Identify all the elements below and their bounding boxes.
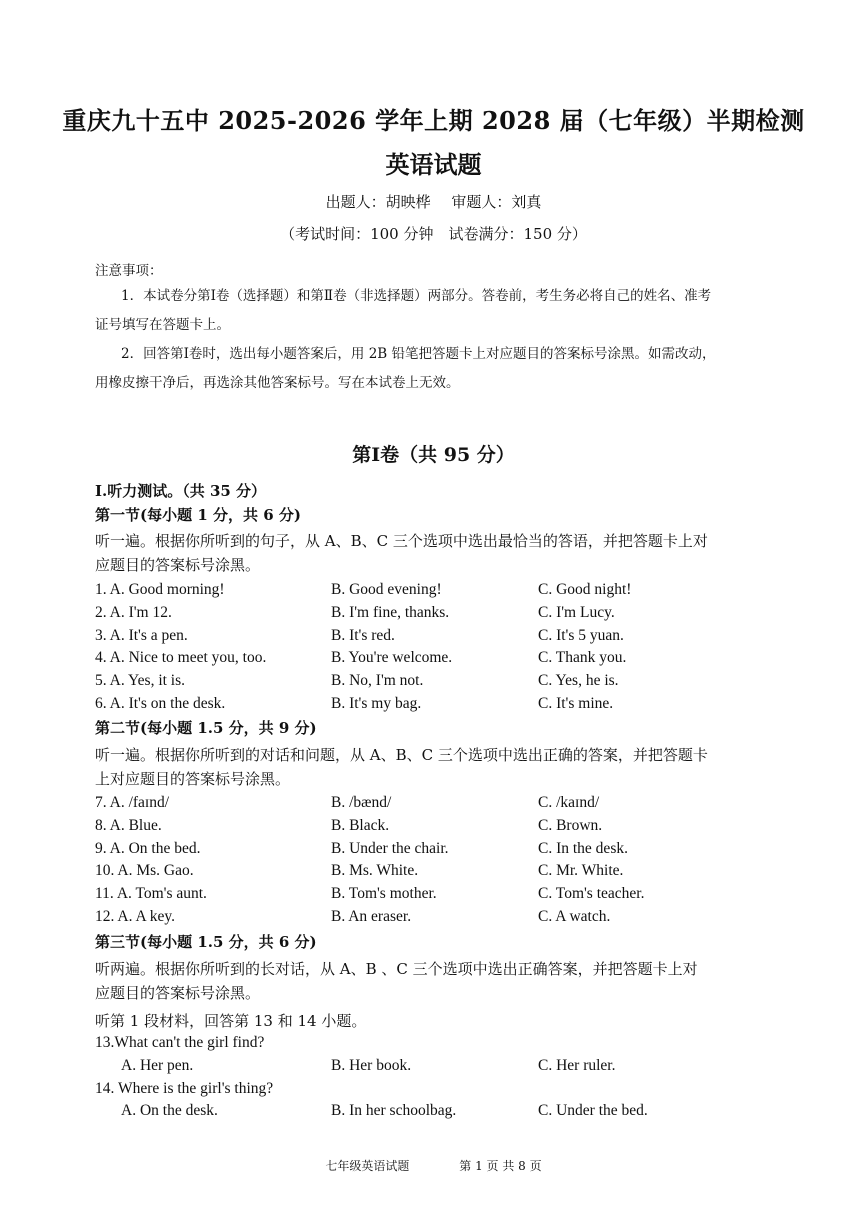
footer-subject: 七年级英语试题 <box>325 1159 410 1173</box>
exam-title: 重庆九十五中 2025-2026 学年上期 2028 届（七年级）半期检测 <box>62 106 805 135</box>
option-c: C. A watch. <box>538 908 611 925</box>
option-a: 11. A. Tom's aunt. <box>95 885 207 902</box>
option-b: B. /bænd/ <box>331 794 392 811</box>
option-b: B. It's red. <box>331 627 395 644</box>
option-a: 12. A. A key. <box>95 908 175 925</box>
notice-item-2-line1: 2．回答第Ⅰ卷时，选出每小题答案后，用 2B 铅笔把答题卡上对应题目的答案标号涂黑。如需改动， <box>121 346 716 362</box>
question-row <box>95 908 795 930</box>
section2-instr-line1: 听一遍。根据你所听到的对话和问题，从 A、B、C 三个选项中选出正确的答案，并把答题卡 <box>95 746 708 764</box>
question-13-stem: 13.What can't the girl find? <box>95 1034 265 1051</box>
section2-instr-line2: 上对应题目的答案标号涂黑。 <box>95 770 291 788</box>
option-c: C. I'm Lucy. <box>538 604 615 621</box>
section2-heading: 第二节(每小题 1.5 分，共 9 分) <box>95 719 317 737</box>
question-row <box>95 672 795 694</box>
question-row <box>95 817 795 839</box>
option-b: B. Black. <box>331 817 390 834</box>
option-b: B. In her schoolbag. <box>331 1102 457 1119</box>
option-a: 9. A. On the bed. <box>95 840 201 857</box>
listening-heading: Ⅰ.听力测试。（共 35 分） <box>95 482 267 500</box>
option-b: B. No, I'm not. <box>331 672 424 689</box>
option-c: C. Brown. <box>538 817 603 834</box>
option-a: 7. A. /faɪnd/ <box>95 794 170 811</box>
exam-subtitle: 英语试题 <box>385 150 482 179</box>
section3-material-note: 听第 1 段材料，回答第 13 和 14 小题。 <box>95 1012 367 1030</box>
option-a: A. Her pen. <box>121 1057 194 1074</box>
question-row <box>95 1057 795 1079</box>
question-row <box>95 885 795 907</box>
section1-instructions <box>95 529 785 577</box>
notice-item-1-line2: 证号填写在答题卡上。 <box>95 317 230 333</box>
option-b: B. You're welcome. <box>331 649 453 666</box>
option-b: B. It's my bag. <box>331 695 422 712</box>
footer-page-number: 第 1 页 共 8 页 <box>459 1159 542 1173</box>
notice-item-1 <box>95 282 775 340</box>
option-b: B. Under the chair. <box>331 840 449 857</box>
part-one-title: 第Ⅰ卷（共 95 分） <box>352 444 515 466</box>
reviewer-text: 审题人：刘真 <box>451 193 542 211</box>
option-a: 6. A. It's on the desk. <box>95 695 226 712</box>
option-a: 2. A. I'm 12. <box>95 604 172 621</box>
option-a: 5. A. Yes, it is. <box>95 672 186 689</box>
option-a: 10. A. Ms. Gao. <box>95 862 194 879</box>
authors-line <box>0 191 867 212</box>
question-row <box>95 840 795 862</box>
option-c: C. Mr. White. <box>538 862 624 879</box>
question-row <box>95 794 795 816</box>
option-c: C. Under the bed. <box>538 1102 648 1119</box>
option-b: B. An eraser. <box>331 908 412 925</box>
option-b: B. Her book. <box>331 1057 412 1074</box>
option-c: C. Thank you. <box>538 649 627 666</box>
option-a: 4. A. Nice to meet you, too. <box>95 649 267 666</box>
question-row <box>95 695 795 717</box>
section3-heading: 第三节(每小题 1.5 分，共 6 分) <box>95 933 317 951</box>
option-a: A. On the desk. <box>121 1102 218 1119</box>
option-b: B. Ms. White. <box>331 862 419 879</box>
section3-instr-line1: 听两遍。根据你所听到的长对话，从 A、B 、C 三个选项中选出正确答案，并把答题卡上对 <box>95 960 698 978</box>
option-a: 3. A. It's a pen. <box>95 627 188 644</box>
question-row <box>95 581 795 603</box>
section1-instr-line2: 应题目的答案标号涂黑。 <box>95 556 261 574</box>
option-c: C. In the desk. <box>538 840 628 857</box>
notice-item-2-line2: 用橡皮擦干净后，再选涂其他答案标号。写在本试卷上无效。 <box>95 375 460 391</box>
question-row <box>95 862 795 884</box>
option-b: B. Good evening! <box>331 581 442 598</box>
option-b: B. I'm fine, thanks. <box>331 604 450 621</box>
question-14-stem: 14. Where is the girl's thing? <box>95 1080 274 1097</box>
notice-label: 注意事项： <box>95 263 163 279</box>
notice-item-2 <box>95 340 775 398</box>
setter-text: 出题人：胡映桦 <box>325 193 431 211</box>
option-c: C. Good night! <box>538 581 632 598</box>
option-c: C. Her ruler. <box>538 1057 616 1074</box>
option-c: C. Yes, he is. <box>538 672 619 689</box>
question-row <box>95 604 795 626</box>
option-a: 1. A. Good morning! <box>95 581 225 598</box>
page-footer <box>0 1157 867 1174</box>
question-row <box>95 1102 795 1124</box>
section1-instr-line1: 听一遍。根据你所听到的句子，从 A、B、C 三个选项中选出最恰当的答语，并把答题卡上对 <box>95 532 708 550</box>
exam-info: （考试时间：100 分钟 试卷满分：150 分） <box>280 225 587 243</box>
option-c: C. It's mine. <box>538 695 614 712</box>
notice-item-1-line1: 1．本试卷分第Ⅰ卷（选择题）和第Ⅱ卷（非选择题）两部分。答卷前，考生务必将自己的姓名、准考 <box>121 288 712 304</box>
section3-instructions <box>95 957 785 1005</box>
option-c: C. /kaɪnd/ <box>538 794 600 811</box>
question-row <box>95 627 795 649</box>
option-c: C. Tom's teacher. <box>538 885 645 902</box>
section1-heading: 第一节(每小题 1 分，共 6 分) <box>95 506 301 524</box>
section3-instr-line2: 应题目的答案标号涂黑。 <box>95 984 261 1002</box>
option-c: C. It's 5 yuan. <box>538 627 624 644</box>
option-b: B. Tom's mother. <box>331 885 437 902</box>
question-row <box>95 649 795 671</box>
option-a: 8. A. Blue. <box>95 817 162 834</box>
section2-instructions <box>95 743 785 791</box>
